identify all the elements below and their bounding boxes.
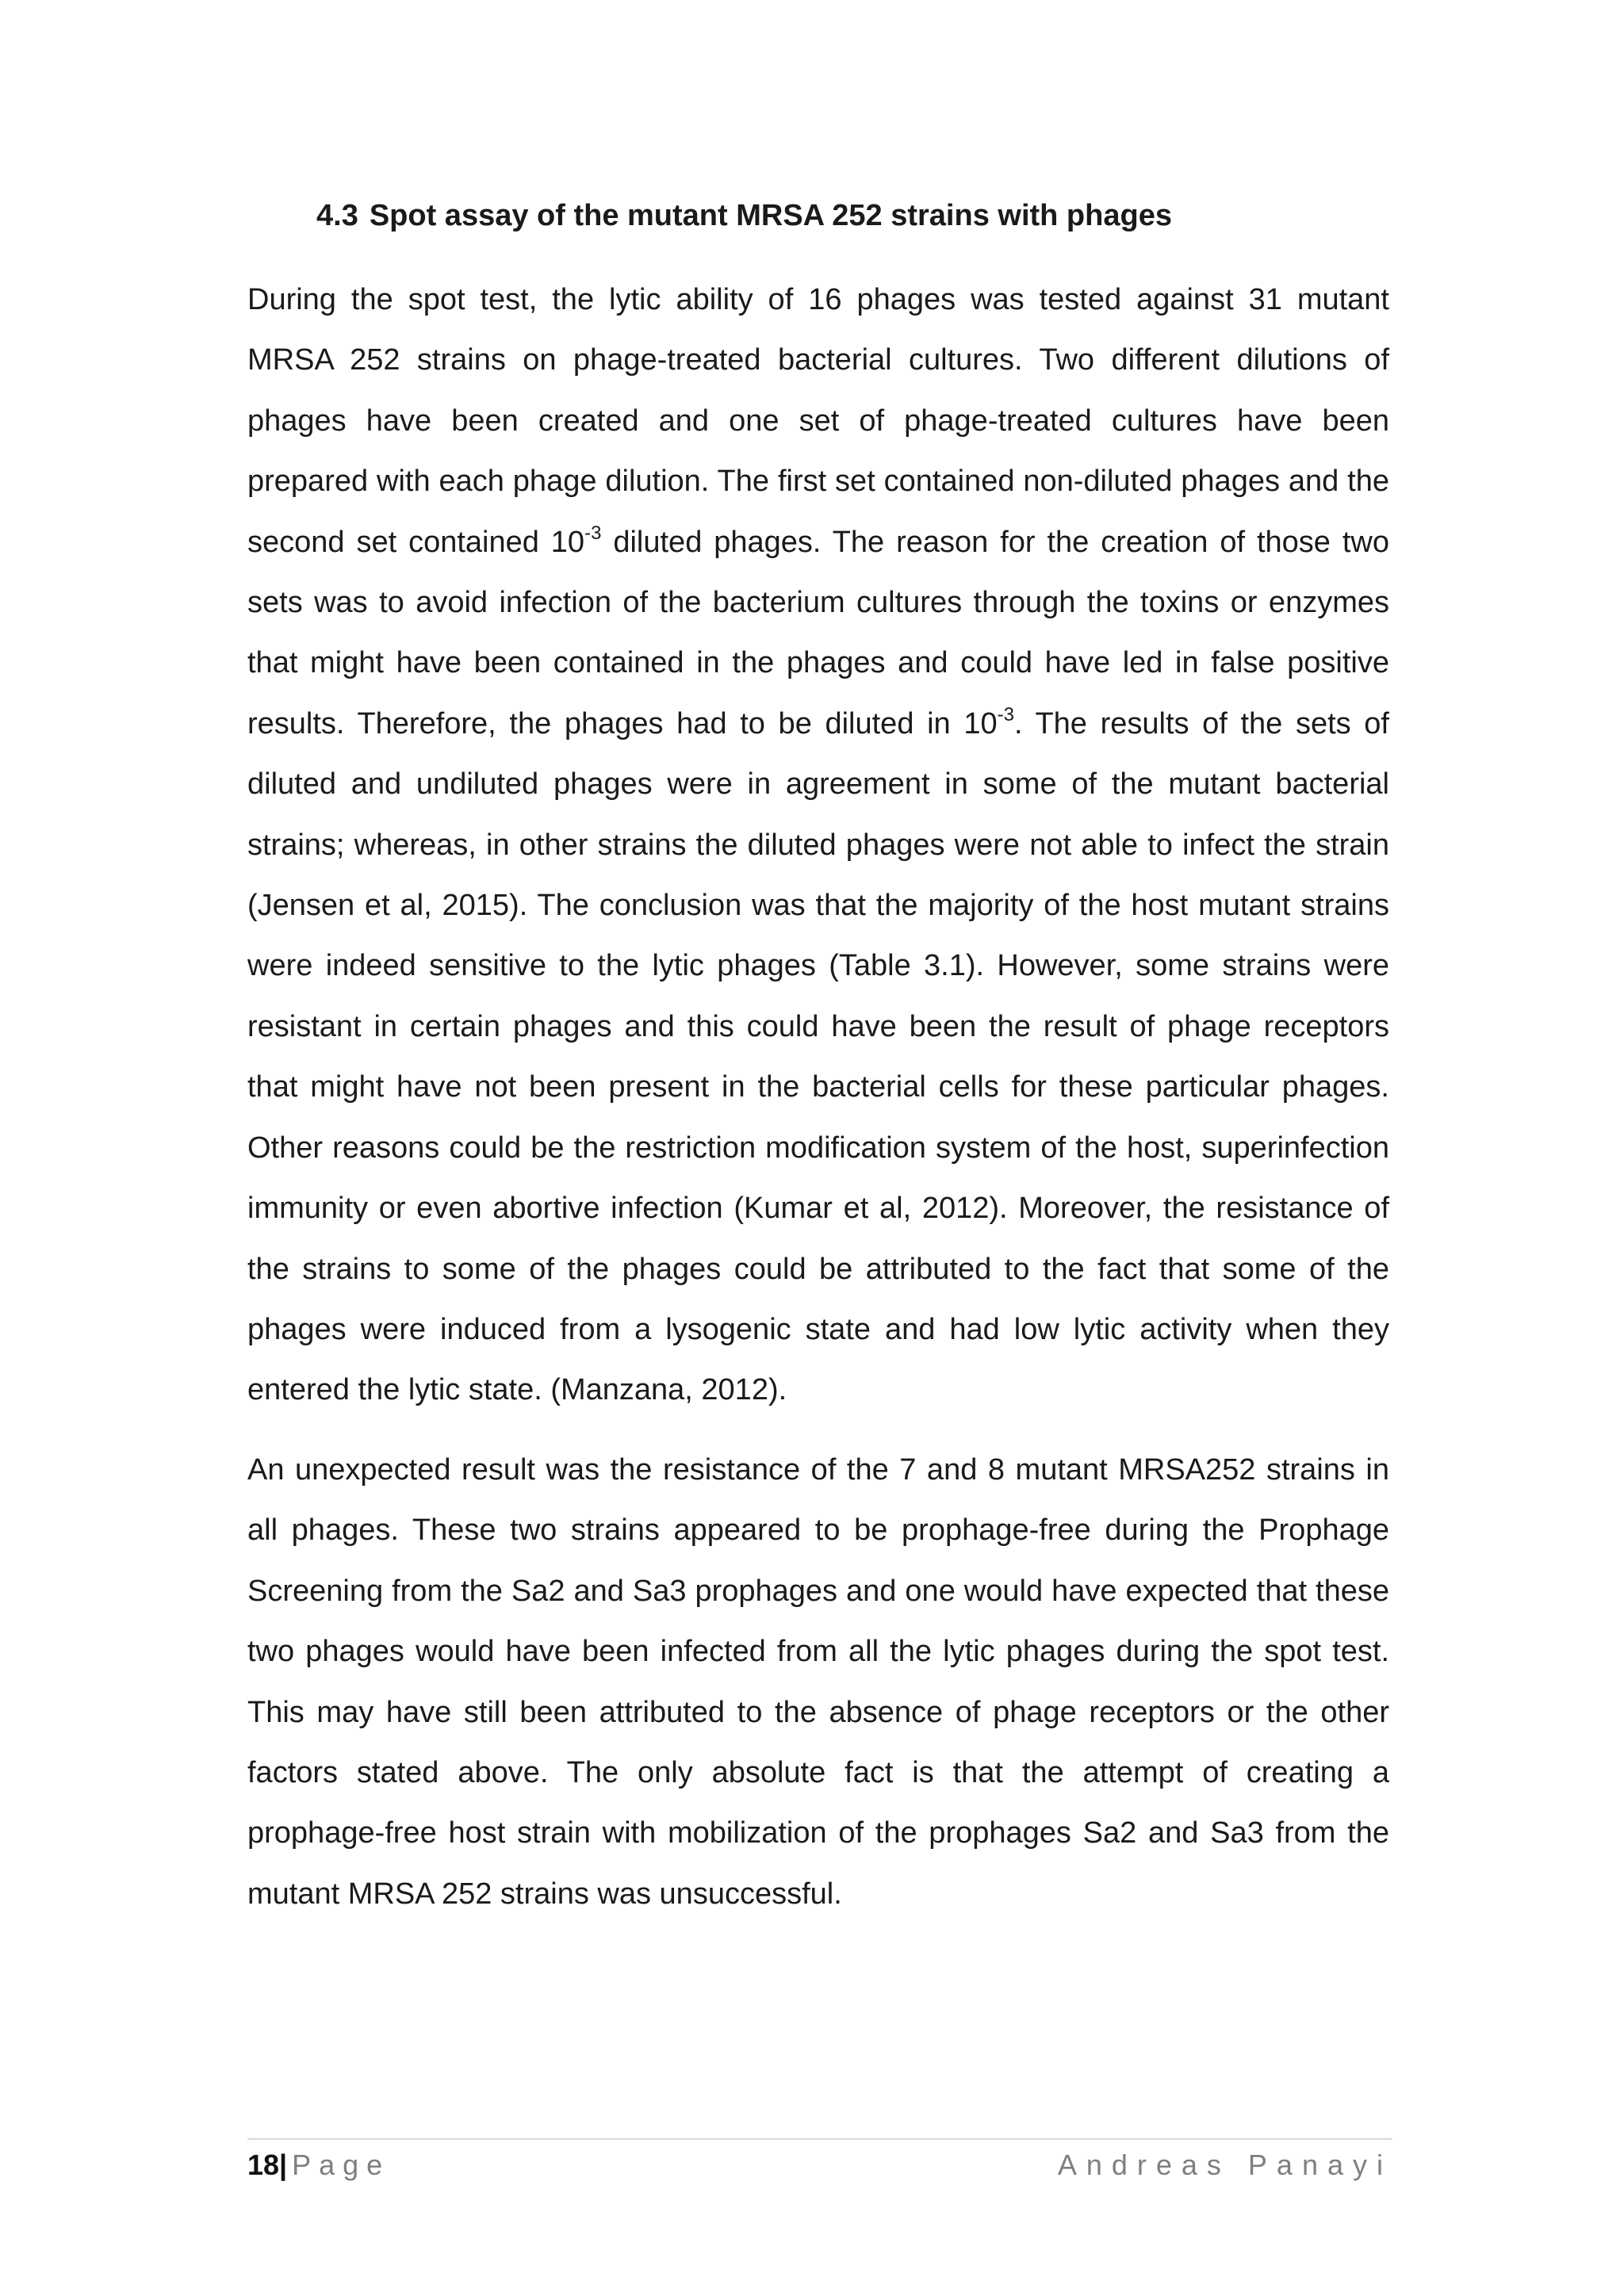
exponent-1: -3 [584, 522, 602, 544]
section-heading [316, 193, 1172, 238]
paragraph-1-text-a: During the spot test, the lytic ability of 16 phages was tested against 31 mutant MRSA 252 strains on phage-treated bacterial cultures. Two different dilutions of phages have been created and one set of phage-treated cultures have been prepared with each phage dilution. The first set contained non-diluted phages and the second set contained 10 [247, 283, 1389, 559]
exponent-2: -3 [997, 704, 1014, 726]
footer-page-indicator [247, 2145, 390, 2185]
page-separator: | [279, 2149, 288, 2181]
paragraph-1-text-c: . The results of the sets of diluted and undiluted phages were in agreement in some of the mutant bacterial strains; whereas, in other strains the diluted phages were not able to infect the strain (Jensen et al, 2015). The conclusion was that the majority of the host mutant strains were indeed sensitive to the lytic phages (Table 3.1). However, some strains were resistant in certain phages and this could have been the result of phage receptors that might have not been present in the bacterial cells for these particular phages. Other reasons could be the restriction modification system of the host, superinfection immunity or even abortive infection (Kumar et al, 2012). Moreover, the resistance of the strains to some of the phages could be attributed to the fact that some of the phages were induced from a lysogenic state and had low lytic activity when they entered the lytic state. (Manzana, 2012). [247, 706, 1389, 1407]
section-title: Spot assay of the mutant MRSA 252 strains with phages [369, 199, 1172, 232]
body-paragraph-1 [247, 270, 1389, 1421]
section-number: 4.3 [316, 199, 358, 232]
page-number: 18 [247, 2149, 280, 2181]
footer-divider [247, 2138, 1392, 2140]
page-label: Page [292, 2149, 391, 2181]
footer-author: Andreas Panayi [1057, 2149, 1392, 2181]
paragraph-1-text-b: diluted phages. The reason for the creation of those two sets was to avoid infection of the bacterium cultures through the toxins or enzymes that might have been contained in the phages and could have led in false positive results. Therefore, the phages had to be diluted in 10 [247, 525, 1389, 740]
body-paragraph-2: An unexpected result was the resistance of the 7 and 8 mutant MRSA252 strains in all phages. These two strains appeared to be prophage-free during the Prophage Screening from the Sa2 and Sa3 prophages and one would have expected that these two phages would have been infected from all the lytic phages during the spot test. This may have still been attributed to the absence of phage receptors or the other factors stated above. The only absolute fact is that the attempt of creating a prophage-free host strain with mobilization of the prophages Sa2 and Sa3 from the mutant MRSA 252 strains was unsuccessful. [247, 1453, 1389, 1911]
